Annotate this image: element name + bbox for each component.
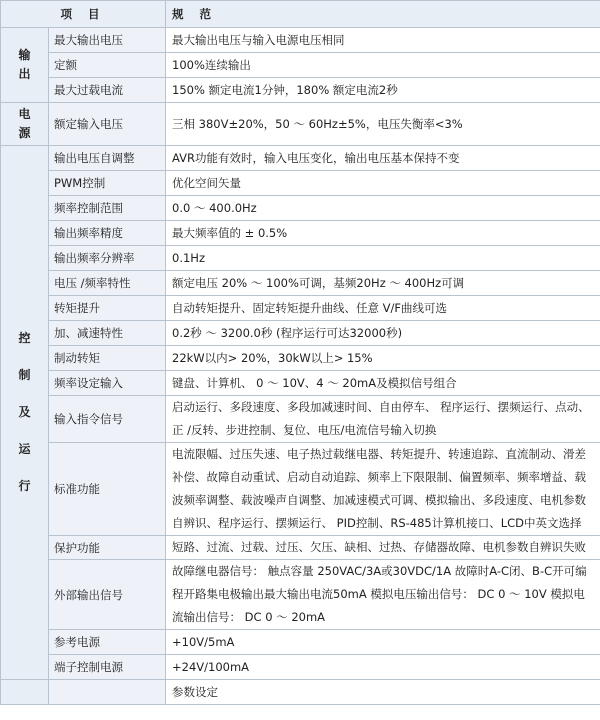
- spec-cell: 键盘、计算机、 0 ～ 10V、4 ～ 20mA及模拟信号组合: [166, 371, 600, 396]
- table-row: [1, 560, 600, 630]
- spec-cell: 参数设定: [166, 680, 600, 705]
- item-cell: 电压 /频率特性: [49, 271, 166, 296]
- spec-cell: 22kW以内> 20%，30kW以上> 15%: [166, 346, 600, 371]
- item-cell: PWM控制: [49, 171, 166, 196]
- spec-cell: 0.1Hz: [166, 246, 600, 271]
- table-row: [1, 655, 600, 680]
- item-cell: 额定输入电压: [49, 103, 166, 146]
- item-cell: 标准功能: [49, 443, 166, 536]
- table-row: [1, 443, 600, 536]
- item-cell: 端子控制电源: [49, 655, 166, 680]
- spec-cell: 电流限幅、过压失速、电子热过载继电器、转矩提升、转速追踪、直流制动、滑差补偿、故障自动重试、启动自动追踪、频率上下限限制、偏置频率、频率增益、载波频率调整、载波噪声自调整、加减速模式可调、模拟输出、多段速度、电机参数自辨识、程序运行、摆频运行、 PID控制、RS-485计算机接口、LCD中英文选择: [166, 443, 600, 536]
- table-row: [1, 78, 600, 103]
- spec-cell: 额定电压 20% ～ 100%可调，基频20Hz ～ 400Hz可调: [166, 271, 600, 296]
- table-row: [1, 630, 600, 655]
- item-cell: 外部输出信号: [49, 560, 166, 630]
- item-cell: 加、减速特性: [49, 321, 166, 346]
- spec-cell: 0.0 ～ 400.0Hz: [166, 196, 600, 221]
- item-cell: 频率控制范围: [49, 196, 166, 221]
- spec-cell: 三相 380V±20%，50 ～ 60Hz±5%，电压失衡率<3%: [166, 103, 600, 146]
- table-row: [1, 536, 600, 560]
- item-cell: 保护功能: [49, 536, 166, 560]
- item-cell: 输入指令信号: [49, 396, 166, 443]
- category-cell: [1, 680, 49, 705]
- spec-cell: 最大输出电压与输入电源电压相同: [166, 28, 600, 53]
- spec-cell: 故障继电器信号： 触点容量 250VAC/3A或30VDC/1A 故障时A-C闭、B-C开可编程开路集电极输出最大输出电流50mA 模拟电压输出信号： DC 0 ～ 10V 模拟电流输出信号： DC 0 ～ 20mA: [166, 560, 600, 630]
- category-control: 控制及运行: [1, 146, 49, 680]
- table-row: [1, 371, 600, 396]
- header-item: 项 目: [1, 1, 166, 28]
- table-row: [1, 53, 600, 78]
- item-cell: 定额: [49, 53, 166, 78]
- item-cell: [49, 680, 166, 705]
- table-row: [1, 296, 600, 321]
- table-row: [1, 271, 600, 296]
- spec-cell: 短路、过流、过载、过压、欠压、缺相、过热、存储器故障、电机参数自辨识失败: [166, 536, 600, 560]
- spec-cell: 优化空间矢量: [166, 171, 600, 196]
- spec-cell: 0.2秒 ～ 3200.0秒 (程序运行可达32000秒): [166, 321, 600, 346]
- table-row: [1, 396, 600, 443]
- table-row: [1, 103, 600, 146]
- table-row: [1, 346, 600, 371]
- table-row: [1, 171, 600, 196]
- spec-cell: AVR功能有效时，输入电压变化，输出电压基本保持不变: [166, 146, 600, 171]
- item-cell: 最大输出电压: [49, 28, 166, 53]
- spec-cell: +24V/100mA: [166, 655, 600, 680]
- table-row: [1, 221, 600, 246]
- table-row: [1, 146, 600, 171]
- table-row: [1, 680, 600, 705]
- table-row: [1, 196, 600, 221]
- item-cell: 参考电源: [49, 630, 166, 655]
- spec-cell: 100%连续输出: [166, 53, 600, 78]
- header-spec: 规 范: [166, 1, 600, 28]
- item-cell: 输出电压自调整: [49, 146, 166, 171]
- item-cell: 最大过载电流: [49, 78, 166, 103]
- category-power: 电源: [1, 103, 49, 146]
- item-cell: 频率设定输入: [49, 371, 166, 396]
- spec-cell: 最大频率值的 ± 0.5%: [166, 221, 600, 246]
- spec-cell: 启动运行、多段速度、多段加减速时间、自由停车、 程序运行、摆频运行、点动、正 /反转、步进控制、复位、电压/电流信号输入切换: [166, 396, 600, 443]
- table-row: [1, 28, 600, 53]
- spec-cell: +10V/5mA: [166, 630, 600, 655]
- item-cell: 制动转矩: [49, 346, 166, 371]
- table-header-row: [1, 1, 600, 28]
- table-row: [1, 246, 600, 271]
- table-row: [1, 321, 600, 346]
- item-cell: 输出频率精度: [49, 221, 166, 246]
- item-cell: 输出频率分辨率: [49, 246, 166, 271]
- spec-cell: 自动转矩提升、固定转矩提升曲线、任意 V/F曲线可选: [166, 296, 600, 321]
- spec-cell: 150% 额定电流1分钟，180% 额定电流2秒: [166, 78, 600, 103]
- category-output: 输出: [1, 28, 49, 103]
- item-cell: 转矩提升: [49, 296, 166, 321]
